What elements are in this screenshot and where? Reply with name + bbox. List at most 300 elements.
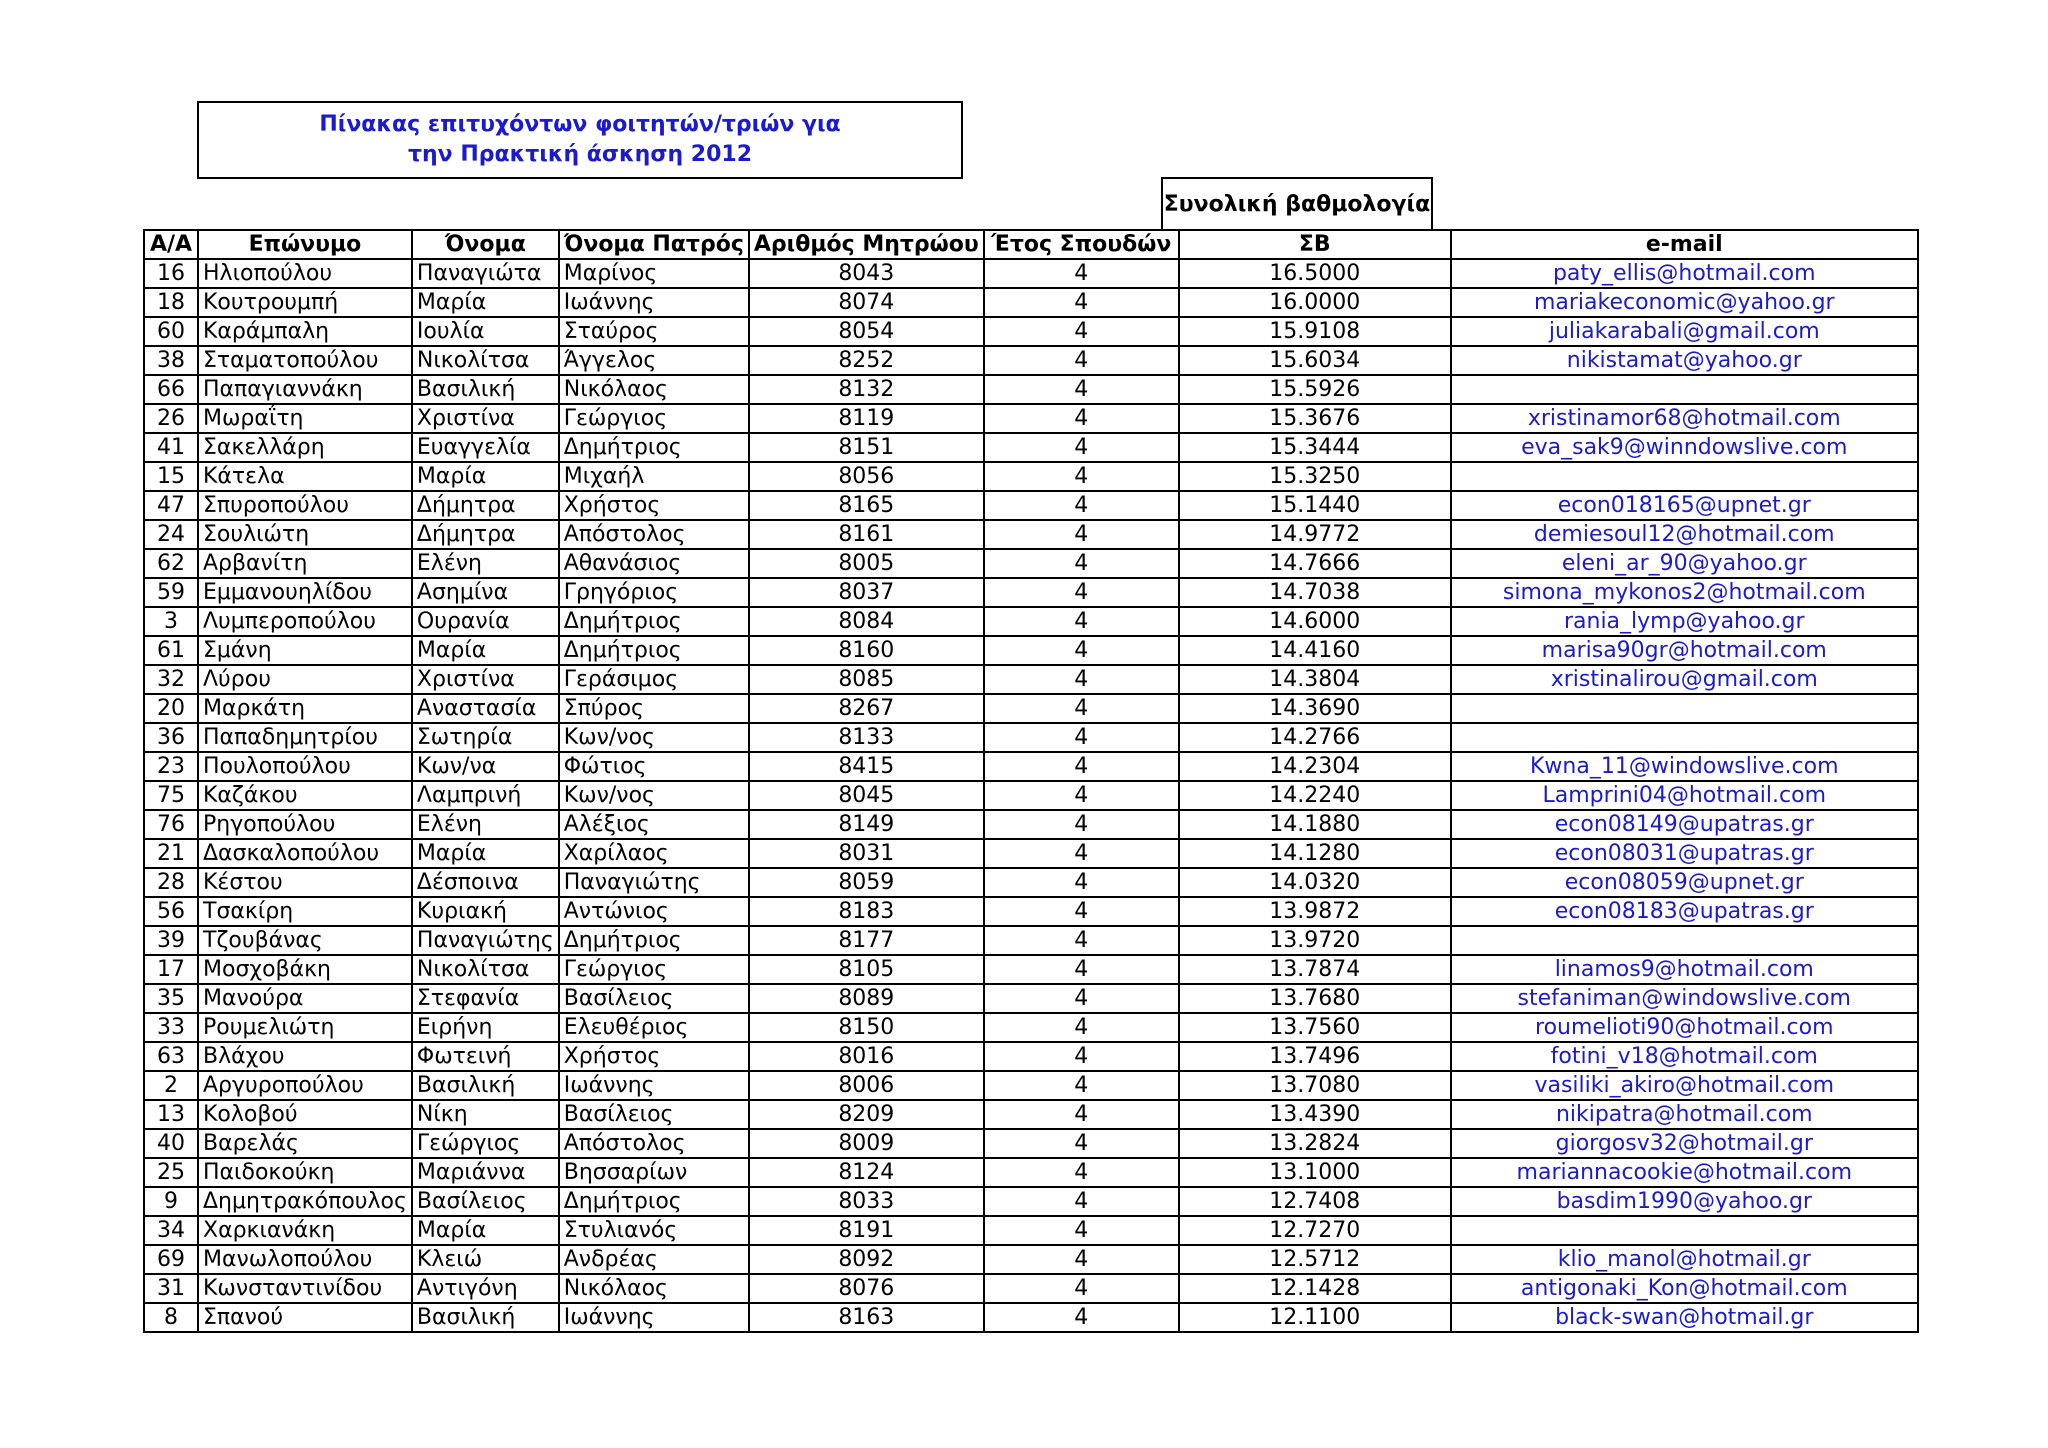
row-aa: 47	[144, 491, 198, 520]
row-aa: 56	[144, 897, 198, 926]
row-year: 4	[984, 1274, 1179, 1303]
row-email[interactable]: vasiliki_akiro@hotmail.com	[1451, 1071, 1918, 1100]
row-year: 4	[984, 694, 1179, 723]
score-group-header: Συνολική βαθμολογία	[1161, 177, 1433, 230]
row-aa: 63	[144, 1042, 198, 1071]
row-aa: 62	[144, 549, 198, 578]
row-registration-number: 8033	[749, 1187, 984, 1216]
row-surname: Σταματοπούλου	[198, 346, 412, 375]
row-email	[1451, 375, 1918, 404]
row-father-name: Αντώνιος	[559, 897, 749, 926]
row-score: 16.0000	[1179, 288, 1451, 317]
row-score: 14.7038	[1179, 578, 1451, 607]
table-row	[144, 1013, 1918, 1042]
row-email[interactable]: mariannacookie@hotmail.com	[1451, 1158, 1918, 1187]
row-score: 13.7680	[1179, 984, 1451, 1013]
row-aa: 32	[144, 665, 198, 694]
row-score: 13.7874	[1179, 955, 1451, 984]
row-surname: Λύρου	[198, 665, 412, 694]
row-email[interactable]: Kwna_11@windowslive.com	[1451, 752, 1918, 781]
row-name: Ουρανία	[412, 607, 559, 636]
table-row	[144, 752, 1918, 781]
row-year: 4	[984, 781, 1179, 810]
table-row	[144, 955, 1918, 984]
row-aa: 16	[144, 259, 198, 288]
row-surname: Μοσχοβάκη	[198, 955, 412, 984]
row-year: 4	[984, 1071, 1179, 1100]
row-email[interactable]: black-swan@hotmail.gr	[1451, 1303, 1918, 1332]
row-name: Κων/να	[412, 752, 559, 781]
row-year: 4	[984, 1100, 1179, 1129]
row-aa: 35	[144, 984, 198, 1013]
row-year: 4	[984, 433, 1179, 462]
row-surname: Ρουμελιώτη	[198, 1013, 412, 1042]
row-registration-number: 8132	[749, 375, 984, 404]
row-registration-number: 8150	[749, 1013, 984, 1042]
row-father-name: Κων/νος	[559, 723, 749, 752]
table-row	[144, 433, 1918, 462]
row-registration-number: 8183	[749, 897, 984, 926]
row-name: Μαρία	[412, 1216, 559, 1245]
col-header-father-name: Όνομα Πατρός	[559, 230, 749, 259]
table-row	[144, 375, 1918, 404]
row-email[interactable]: Lamprini04@hotmail.com	[1451, 781, 1918, 810]
row-score: 14.4160	[1179, 636, 1451, 665]
row-registration-number: 8006	[749, 1071, 984, 1100]
row-registration-number: 8059	[749, 868, 984, 897]
row-email[interactable]: rania_lymp@yahoo.gr	[1451, 607, 1918, 636]
row-registration-number: 8089	[749, 984, 984, 1013]
table-row	[144, 1216, 1918, 1245]
row-aa: 15	[144, 462, 198, 491]
table-row	[144, 839, 1918, 868]
row-year: 4	[984, 1245, 1179, 1274]
row-aa: 31	[144, 1274, 198, 1303]
row-registration-number: 8105	[749, 955, 984, 984]
row-name: Κλειώ	[412, 1245, 559, 1274]
row-registration-number: 8009	[749, 1129, 984, 1158]
row-father-name: Γρηγόριος	[559, 578, 749, 607]
row-score: 12.1100	[1179, 1303, 1451, 1332]
row-surname: Βαρελάς	[198, 1129, 412, 1158]
row-year: 4	[984, 346, 1179, 375]
col-header-surname: Επώνυμο	[198, 230, 412, 259]
row-registration-number: 8267	[749, 694, 984, 723]
row-father-name: Γεώργιος	[559, 955, 749, 984]
table-row	[144, 549, 1918, 578]
row-surname: Παπαγιαννάκη	[198, 375, 412, 404]
row-name: Βασιλική	[412, 1303, 559, 1332]
table-row	[144, 288, 1918, 317]
row-surname: Δημητρακόπουλος	[198, 1187, 412, 1216]
row-registration-number: 8415	[749, 752, 984, 781]
row-aa: 36	[144, 723, 198, 752]
table-row	[144, 404, 1918, 433]
row-father-name: Δημήτριος	[559, 1187, 749, 1216]
row-score: 14.2766	[1179, 723, 1451, 752]
row-registration-number: 8151	[749, 433, 984, 462]
row-aa: 8	[144, 1303, 198, 1332]
row-name: Αναστασία	[412, 694, 559, 723]
table-row	[144, 1071, 1918, 1100]
row-email[interactable]: nikipatra@hotmail.com	[1451, 1100, 1918, 1129]
row-email	[1451, 694, 1918, 723]
row-surname: Μωραΐτη	[198, 404, 412, 433]
row-email[interactable]: demiesoul12@hotmail.com	[1451, 520, 1918, 549]
col-header-aa: Α/Α	[144, 230, 198, 259]
row-year: 4	[984, 636, 1179, 665]
table-row	[144, 1274, 1918, 1303]
table-row	[144, 1245, 1918, 1274]
row-name: Δήμητρα	[412, 520, 559, 549]
row-email[interactable]: econ08149@upatras.gr	[1451, 810, 1918, 839]
row-surname: Αρβανίτη	[198, 549, 412, 578]
row-surname: Καράμπαλη	[198, 317, 412, 346]
row-aa: 33	[144, 1013, 198, 1042]
row-name: Βασιλική	[412, 375, 559, 404]
row-name: Χριστίνα	[412, 665, 559, 694]
row-aa: 66	[144, 375, 198, 404]
row-year: 4	[984, 578, 1179, 607]
row-father-name: Αλέξιος	[559, 810, 749, 839]
table-row	[144, 723, 1918, 752]
row-year: 4	[984, 491, 1179, 520]
row-name: Μαριάννα	[412, 1158, 559, 1187]
row-name: Κυριακή	[412, 897, 559, 926]
row-father-name: Μαρίνος	[559, 259, 749, 288]
row-registration-number: 8149	[749, 810, 984, 839]
row-score: 15.3444	[1179, 433, 1451, 462]
row-surname: Πουλοπούλου	[198, 752, 412, 781]
row-score: 14.2304	[1179, 752, 1451, 781]
row-aa: 26	[144, 404, 198, 433]
row-email[interactable]: linamos9@hotmail.com	[1451, 955, 1918, 984]
row-registration-number: 8133	[749, 723, 984, 752]
row-email[interactable]: paty_ellis@hotmail.com	[1451, 259, 1918, 288]
row-year: 4	[984, 752, 1179, 781]
row-name: Νικολίτσα	[412, 955, 559, 984]
row-email[interactable]: roumelioti90@hotmail.com	[1451, 1013, 1918, 1042]
row-email[interactable]: eleni_ar_90@yahoo.gr	[1451, 549, 1918, 578]
row-registration-number: 8160	[749, 636, 984, 665]
row-father-name: Σταύρος	[559, 317, 749, 346]
row-registration-number: 8163	[749, 1303, 984, 1332]
row-score: 13.2824	[1179, 1129, 1451, 1158]
table-row	[144, 1187, 1918, 1216]
row-registration-number: 8092	[749, 1245, 984, 1274]
row-year: 4	[984, 288, 1179, 317]
row-registration-number: 8056	[749, 462, 984, 491]
row-email[interactable]: nikistamat@yahoo.gr	[1451, 346, 1918, 375]
row-surname: Καζάκου	[198, 781, 412, 810]
row-name: Ελένη	[412, 549, 559, 578]
row-aa: 60	[144, 317, 198, 346]
row-surname: Σμάνη	[198, 636, 412, 665]
table-row	[144, 259, 1918, 288]
row-father-name: Ανδρέας	[559, 1245, 749, 1274]
row-name: Νίκη	[412, 1100, 559, 1129]
table-row	[144, 1042, 1918, 1071]
row-name: Αντιγόνη	[412, 1274, 559, 1303]
row-year: 4	[984, 317, 1179, 346]
row-aa: 9	[144, 1187, 198, 1216]
row-registration-number: 8209	[749, 1100, 984, 1129]
row-email	[1451, 926, 1918, 955]
row-year: 4	[984, 1187, 1179, 1216]
table-row	[144, 1158, 1918, 1187]
row-surname: Κουτρουμπή	[198, 288, 412, 317]
row-father-name: Γεράσιμος	[559, 665, 749, 694]
row-surname: Ρηγοπούλου	[198, 810, 412, 839]
row-score: 15.6034	[1179, 346, 1451, 375]
row-name: Παναγιώτα	[412, 259, 559, 288]
row-father-name: Ιωάννης	[559, 1071, 749, 1100]
row-registration-number: 8045	[749, 781, 984, 810]
row-name: Παναγιώτης	[412, 926, 559, 955]
row-email[interactable]: econ08059@upnet.gr	[1451, 868, 1918, 897]
row-name: Βασίλειος	[412, 1187, 559, 1216]
row-year: 4	[984, 1158, 1179, 1187]
row-score: 14.1880	[1179, 810, 1451, 839]
row-father-name: Αθανάσιος	[559, 549, 749, 578]
row-email[interactable]: stefaniman@windowslive.com	[1451, 984, 1918, 1013]
row-year: 4	[984, 520, 1179, 549]
row-father-name: Χρήστος	[559, 491, 749, 520]
row-registration-number: 8074	[749, 288, 984, 317]
row-year: 4	[984, 955, 1179, 984]
row-email[interactable]: antigonaki_Kon@hotmail.com	[1451, 1274, 1918, 1303]
row-score: 15.5926	[1179, 375, 1451, 404]
row-registration-number: 8005	[749, 549, 984, 578]
table-row	[144, 1100, 1918, 1129]
row-score: 13.9720	[1179, 926, 1451, 955]
table-row	[144, 694, 1918, 723]
row-father-name: Στυλιανός	[559, 1216, 749, 1245]
table-row	[144, 520, 1918, 549]
row-aa: 18	[144, 288, 198, 317]
row-year: 4	[984, 665, 1179, 694]
row-email[interactable]: giorgosv32@hotmail.gr	[1451, 1129, 1918, 1158]
row-father-name: Δημήτριος	[559, 607, 749, 636]
row-email[interactable]: simona_mykonos2@hotmail.com	[1451, 578, 1918, 607]
row-name: Ασημίνα	[412, 578, 559, 607]
row-email[interactable]: econ08183@upatras.gr	[1451, 897, 1918, 926]
row-aa: 25	[144, 1158, 198, 1187]
table-row	[144, 810, 1918, 839]
row-email[interactable]: mariakeconomic@yahoo.gr	[1451, 288, 1918, 317]
row-father-name: Άγγελος	[559, 346, 749, 375]
row-email[interactable]: juliakarabali@gmail.com	[1451, 317, 1918, 346]
row-score: 14.3690	[1179, 694, 1451, 723]
row-registration-number: 8124	[749, 1158, 984, 1187]
row-year: 4	[984, 926, 1179, 955]
row-email[interactable]: xristinamor68@hotmail.com	[1451, 404, 1918, 433]
title-box	[197, 101, 963, 179]
row-score: 15.3250	[1179, 462, 1451, 491]
row-aa: 3	[144, 607, 198, 636]
row-year: 4	[984, 549, 1179, 578]
row-year: 4	[984, 1129, 1179, 1158]
row-email	[1451, 723, 1918, 752]
row-surname: Παπαδημητρίου	[198, 723, 412, 752]
row-year: 4	[984, 897, 1179, 926]
table-row	[144, 636, 1918, 665]
table-row	[144, 1129, 1918, 1158]
row-aa: 28	[144, 868, 198, 897]
row-aa: 75	[144, 781, 198, 810]
row-registration-number: 8031	[749, 839, 984, 868]
row-aa: 39	[144, 926, 198, 955]
row-surname: Σακελλάρη	[198, 433, 412, 462]
row-registration-number: 8076	[749, 1274, 984, 1303]
table-body	[144, 259, 1918, 1332]
row-year: 4	[984, 375, 1179, 404]
row-name: Μαρία	[412, 839, 559, 868]
table-row	[144, 897, 1918, 926]
row-registration-number: 8191	[749, 1216, 984, 1245]
row-registration-number: 8016	[749, 1042, 984, 1071]
table-row	[144, 578, 1918, 607]
row-father-name: Ελευθέριος	[559, 1013, 749, 1042]
col-header-year: Έτος Σπουδών	[984, 230, 1179, 259]
row-score: 13.4390	[1179, 1100, 1451, 1129]
row-email[interactable]: econ018165@upnet.gr	[1451, 491, 1918, 520]
row-surname: Ηλιοπούλου	[198, 259, 412, 288]
table-row	[144, 607, 1918, 636]
row-surname: Αργυροπούλου	[198, 1071, 412, 1100]
row-father-name: Δημήτριος	[559, 636, 749, 665]
table-row	[144, 462, 1918, 491]
row-email[interactable]: econ08031@upatras.gr	[1451, 839, 1918, 868]
students-table	[143, 229, 1919, 1333]
row-surname: Μανωλοπούλου	[198, 1245, 412, 1274]
row-score: 14.2240	[1179, 781, 1451, 810]
row-father-name: Μιχαήλ	[559, 462, 749, 491]
row-year: 4	[984, 839, 1179, 868]
row-surname: Βλάχου	[198, 1042, 412, 1071]
table-row	[144, 984, 1918, 1013]
table-row	[144, 1303, 1918, 1332]
row-registration-number: 8037	[749, 578, 984, 607]
row-email	[1451, 462, 1918, 491]
row-name: Ευαγγελία	[412, 433, 559, 462]
row-father-name: Δημήτριος	[559, 433, 749, 462]
row-score: 12.7408	[1179, 1187, 1451, 1216]
row-score: 14.0320	[1179, 868, 1451, 897]
row-father-name: Απόστολος	[559, 520, 749, 549]
table-row	[144, 346, 1918, 375]
row-surname: Δασκαλοπούλου	[198, 839, 412, 868]
row-year: 4	[984, 259, 1179, 288]
col-header-registration-number: Αριθμός Μητρώου	[749, 230, 984, 259]
row-score: 14.1280	[1179, 839, 1451, 868]
row-father-name: Ιωάννης	[559, 288, 749, 317]
row-registration-number: 8085	[749, 665, 984, 694]
table-row	[144, 926, 1918, 955]
table-row	[144, 781, 1918, 810]
row-name: Σωτηρία	[412, 723, 559, 752]
row-year: 4	[984, 723, 1179, 752]
row-email[interactable]: klio_manol@hotmail.gr	[1451, 1245, 1918, 1274]
row-email[interactable]: basdim1990@yahoo.gr	[1451, 1187, 1918, 1216]
row-registration-number: 8161	[749, 520, 984, 549]
row-name: Ελένη	[412, 810, 559, 839]
row-surname: Σπανού	[198, 1303, 412, 1332]
row-name: Χριστίνα	[412, 404, 559, 433]
row-registration-number: 8177	[749, 926, 984, 955]
row-surname: Μαρκάτη	[198, 694, 412, 723]
row-surname: Κολοβού	[198, 1100, 412, 1129]
row-score: 14.7666	[1179, 549, 1451, 578]
row-aa: 59	[144, 578, 198, 607]
row-score: 13.7080	[1179, 1071, 1451, 1100]
row-email	[1451, 1216, 1918, 1245]
row-year: 4	[984, 404, 1179, 433]
row-father-name: Γεώργιος	[559, 404, 749, 433]
row-score: 15.3676	[1179, 404, 1451, 433]
row-score: 13.1000	[1179, 1158, 1451, 1187]
row-email[interactable]: xristinalirou@gmail.com	[1451, 665, 1918, 694]
row-email[interactable]: fotini_v18@hotmail.com	[1451, 1042, 1918, 1071]
row-aa: 41	[144, 433, 198, 462]
row-registration-number: 8165	[749, 491, 984, 520]
page-title: Πίνακας επιτυχόντων φοιτητών/τριών για την Πρακτική άσκηση 2012	[319, 112, 841, 167]
row-aa: 20	[144, 694, 198, 723]
row-score: 12.1428	[1179, 1274, 1451, 1303]
row-year: 4	[984, 462, 1179, 491]
row-registration-number: 8084	[749, 607, 984, 636]
row-surname: Κέστου	[198, 868, 412, 897]
row-year: 4	[984, 984, 1179, 1013]
row-name: Ειρήνη	[412, 1013, 559, 1042]
row-aa: 76	[144, 810, 198, 839]
row-aa: 2	[144, 1071, 198, 1100]
row-registration-number: 8252	[749, 346, 984, 375]
col-header-email: e-mail	[1451, 230, 1918, 259]
row-name: Στεφανία	[412, 984, 559, 1013]
col-header-score: ΣΒ	[1179, 230, 1451, 259]
row-surname: Εμμανουηλίδου	[198, 578, 412, 607]
row-score: 12.5712	[1179, 1245, 1451, 1274]
row-name: Δήμητρα	[412, 491, 559, 520]
row-father-name: Νικόλαος	[559, 1274, 749, 1303]
row-aa: 38	[144, 346, 198, 375]
row-score: 13.9872	[1179, 897, 1451, 926]
row-surname: Τζουβάνας	[198, 926, 412, 955]
row-score: 14.9772	[1179, 520, 1451, 549]
row-year: 4	[984, 1216, 1179, 1245]
table-row	[144, 491, 1918, 520]
row-surname: Χαρκιανάκη	[198, 1216, 412, 1245]
row-email[interactable]: eva_sak9@winndowslive.com	[1451, 433, 1918, 462]
row-aa: 61	[144, 636, 198, 665]
row-score: 14.6000	[1179, 607, 1451, 636]
row-name: Ιουλία	[412, 317, 559, 346]
row-aa: 34	[144, 1216, 198, 1245]
row-email[interactable]: marisa90gr@hotmail.com	[1451, 636, 1918, 665]
row-year: 4	[984, 1042, 1179, 1071]
row-registration-number: 8054	[749, 317, 984, 346]
table-row	[144, 317, 1918, 346]
row-name: Λαμπρινή	[412, 781, 559, 810]
table-row	[144, 665, 1918, 694]
row-year: 4	[984, 868, 1179, 897]
row-name: Μαρία	[412, 462, 559, 491]
table-row	[144, 868, 1918, 897]
row-year: 4	[984, 607, 1179, 636]
row-name: Βασιλική	[412, 1071, 559, 1100]
row-surname: Κωνσταντινίδου	[198, 1274, 412, 1303]
